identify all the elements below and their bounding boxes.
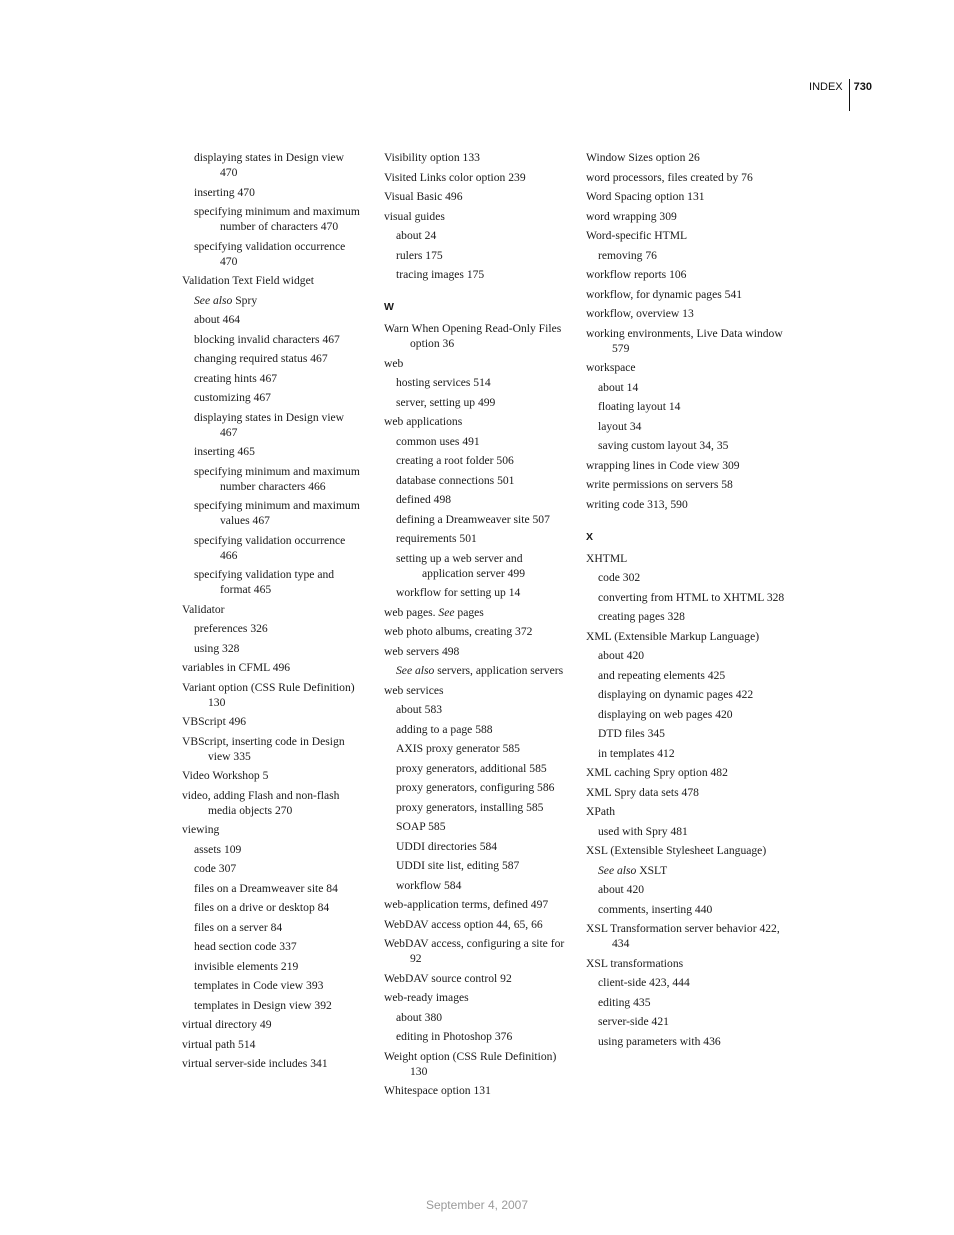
index-subentry: [586, 882, 786, 897]
entry-text: Whitespace option 131: [384, 1084, 491, 1097]
index-subentry: [586, 1034, 786, 1049]
index-entry: [182, 714, 364, 729]
index-subentry: [586, 399, 786, 414]
entry-text: virtual path 514: [182, 1037, 256, 1051]
index-subentry: [182, 920, 364, 935]
index-subentry: [182, 410, 364, 440]
entry-text: customizing 467: [194, 391, 271, 404]
index-entry: [586, 921, 786, 951]
index-entry: [384, 644, 576, 659]
index-subentry: [182, 959, 364, 974]
index-entry: [586, 843, 786, 858]
entry-text: SOAP 585: [396, 820, 446, 833]
index-entry: [586, 150, 786, 165]
index-subentry: [586, 863, 786, 878]
index-entry: [384, 414, 576, 429]
entry-text: specifying minimum and maximum number of characters 470: [194, 205, 360, 233]
index-entry: [384, 605, 576, 620]
index-entry: [182, 822, 364, 837]
index-subentry: [384, 585, 576, 600]
index-letter-heading: X: [586, 530, 594, 543]
index-subentry: [586, 824, 786, 839]
index-entry: [586, 326, 786, 356]
index-entry: [182, 602, 364, 617]
index-subentry: [182, 332, 364, 347]
index-entry: [182, 1037, 364, 1052]
entry-text: WebDAV access option 44, 65, 66: [384, 917, 543, 931]
entry-text: web-ready images: [384, 991, 469, 1004]
index-entry: [182, 1056, 364, 1071]
index-subentry: [586, 590, 786, 605]
index-subentry: [182, 390, 364, 405]
entry-text: tracing images 175: [396, 268, 485, 281]
entry-text: server, setting up 499: [396, 395, 496, 409]
index-subentry: [384, 780, 576, 795]
entry-text: wrapping lines in Code view 309: [586, 458, 740, 472]
index-entry: [384, 683, 576, 698]
entry-text: web photo albums, creating 372: [384, 625, 533, 638]
entry-text: code 302: [598, 571, 641, 584]
index-subentry: [384, 1010, 576, 1025]
index-subentry: [384, 395, 576, 410]
index-subentry: [586, 609, 786, 624]
index-entry: [182, 768, 364, 783]
entry-text: blocking invalid characters 467: [194, 332, 340, 346]
index-subentry: [182, 351, 364, 366]
index-entry: [586, 765, 786, 780]
index-entry: [586, 287, 786, 302]
index-subentry: [586, 419, 786, 434]
entry-text: specifying validation occurrence 466: [194, 533, 346, 562]
entry-text: used with Spry 481: [598, 824, 688, 838]
index-entry: [586, 267, 786, 282]
index-subentry: [586, 902, 786, 917]
index-letter-heading: W: [384, 301, 394, 313]
entry-text: about 380: [396, 1010, 443, 1024]
entry-text: about 420: [598, 649, 645, 662]
entry-text: web-application terms, defined 497: [384, 898, 549, 911]
entry-text: servers, application servers: [434, 664, 564, 677]
entry-text: creating a root folder 506: [396, 454, 514, 467]
entry-text: displaying on web pages 420: [598, 707, 733, 721]
index-subentry: [182, 185, 364, 200]
index-entry: [586, 458, 786, 473]
entry-text: Validator: [182, 602, 225, 616]
entry-text: about 14: [598, 380, 639, 394]
index-subentry: [182, 978, 364, 993]
index-subentry: [586, 687, 786, 702]
index-subentry: [586, 570, 786, 585]
entry-text: proxy generators, configuring 586: [396, 781, 555, 794]
entry-text: specifying validation occurrence 470: [194, 239, 346, 268]
index-entry: [586, 228, 786, 243]
entry-text: about 24: [396, 229, 437, 242]
entry-text: visual guides: [384, 209, 445, 223]
entry-text: WebDAV access, configuring a site for 92: [384, 937, 565, 965]
entry-text: common uses 491: [396, 434, 480, 448]
entry-text: UDDI site list, editing 587: [396, 859, 520, 872]
see-also-label: See also: [396, 664, 435, 677]
index-entry: [586, 306, 786, 321]
entry-text: files on a drive or desktop 84: [194, 901, 330, 914]
entry-text: XSLT: [636, 863, 668, 877]
entry-text: setting up a web server and application server 499: [396, 551, 526, 580]
index-entry: [586, 785, 786, 800]
index-subentry: [586, 1014, 786, 1029]
entry-text: client-side 423, 444: [598, 976, 690, 989]
index-subentry: [182, 998, 364, 1013]
entry-text: XML (Extensible Markup Language): [586, 629, 760, 643]
entry-text: templates in Code view 393: [194, 979, 324, 992]
index-subentry: [384, 800, 576, 815]
index-entry: [384, 917, 576, 932]
index-subentry: [586, 248, 786, 263]
entry-text: web applications: [384, 415, 463, 428]
entry-text: rulers 175: [396, 248, 443, 262]
index-entry: [586, 360, 786, 375]
entry-text: server-side 421: [598, 1015, 669, 1028]
index-subentry: [384, 267, 576, 282]
entry-text: specifying minimum and maximum values 467: [194, 499, 360, 527]
entry-text: working environments, Live Data window 579: [586, 326, 783, 355]
see-also-label: See also: [194, 293, 233, 307]
index-subentry: [182, 621, 364, 636]
entry-text: web pages.: [384, 605, 439, 619]
index-subentry: [182, 533, 364, 563]
entry-text: VBScript 496: [182, 715, 247, 728]
index-subentry: [586, 380, 786, 395]
entry-text: about 420: [598, 883, 645, 896]
index-subentry: [182, 842, 364, 857]
entry-text: Visual Basic 496: [384, 190, 463, 203]
index-subentry: [384, 702, 576, 717]
entry-text: proxy generators, installing 585: [396, 800, 544, 814]
index-subentry: [384, 473, 576, 488]
entry-text: requirements 501: [396, 532, 477, 545]
entry-text: proxy generators, additional 585: [396, 761, 547, 775]
entry-text: editing in Photoshop 376: [396, 1030, 513, 1043]
entry-text: saving custom layout 34, 35: [598, 439, 729, 452]
index-subentry: [182, 204, 364, 234]
index-subentry: [384, 858, 576, 873]
index-subentry: [384, 434, 576, 449]
entry-text: and repeating elements 425: [598, 668, 726, 682]
index-subentry: [384, 819, 576, 834]
entry-text: Word-specific HTML: [586, 229, 688, 242]
entry-text: XSL transformations: [586, 956, 684, 970]
entry-text: invisible elements 219: [194, 959, 299, 973]
entry-text: workspace: [586, 361, 636, 374]
see-also-label: See also: [598, 863, 637, 877]
entry-text: workflow for setting up 14: [396, 586, 521, 599]
index-subentry: [586, 746, 786, 761]
index-entry: [384, 209, 576, 224]
index-subentry: [182, 464, 364, 494]
index-subentry: [586, 707, 786, 722]
entry-text: creating pages 328: [598, 610, 685, 623]
index-subentry: [384, 248, 576, 263]
entry-text: web: [384, 356, 404, 370]
entry-text: web services: [384, 683, 444, 697]
index-entry: [384, 897, 576, 912]
entry-text: writing code 313, 590: [586, 497, 688, 511]
entry-text: files on a server 84: [194, 920, 283, 934]
index-subentry: [182, 371, 364, 386]
entry-text: defined 498: [396, 493, 452, 506]
index-entry: [182, 1017, 364, 1032]
entry-text: using 328: [194, 641, 240, 655]
index-subentry: [384, 741, 576, 756]
entry-text: word processors, files created by 76: [586, 170, 753, 184]
index-subentry: [586, 726, 786, 741]
entry-text: assets 109: [194, 842, 242, 856]
entry-text: XPath: [586, 805, 615, 818]
index-subentry: [182, 239, 364, 269]
entry-text: Video Workshop 5: [182, 769, 269, 782]
page-number: 730: [853, 81, 872, 93]
entry-text: XML Spry data sets 478: [586, 785, 699, 799]
index-subentry: [586, 438, 786, 453]
entry-text: displaying states in Design view 467: [194, 410, 345, 439]
index-subentry: [384, 1029, 576, 1044]
running-header-label: INDEX: [809, 81, 843, 93]
index-subentry: [384, 531, 576, 546]
index-entry: [384, 170, 576, 185]
index-entry: [182, 788, 364, 818]
index-entry: [586, 629, 786, 644]
entry-text: workflow reports 106: [586, 268, 687, 281]
entry-text: about 464: [194, 313, 241, 326]
index-entry: [182, 680, 364, 710]
index-subentry: [384, 228, 576, 243]
entry-text: variables in CFML 496: [182, 661, 291, 674]
entry-text: workflow 584: [396, 878, 462, 892]
index-subentry: [182, 641, 364, 656]
entry-text-after: pages: [454, 605, 484, 619]
index-entry: [586, 209, 786, 224]
entry-text: preferences 326: [194, 622, 268, 635]
index-column-2: [384, 150, 576, 1103]
index-subentry: [384, 492, 576, 507]
entry-text: Validation Text Field widget: [182, 274, 314, 287]
entry-text: WebDAV source control 92: [384, 971, 512, 985]
entry-text: adding to a page 588: [396, 722, 493, 736]
index-subentry: [384, 551, 576, 581]
index-subentry: [182, 567, 364, 597]
index-subentry: [384, 663, 576, 678]
index-entry: [586, 189, 786, 204]
index-subentry: [384, 375, 576, 390]
entry-text: Window Sizes option 26: [586, 151, 700, 164]
entry-text: Warn When Opening Read-Only Files option 36: [384, 322, 562, 350]
entry-text: Visibility option 133: [384, 151, 480, 164]
entry-text: creating hints 467: [194, 371, 278, 385]
entry-text: web servers 498: [384, 644, 460, 658]
index-entry: [384, 356, 576, 371]
index-subentry: [586, 648, 786, 663]
index-subentry: [182, 312, 364, 327]
entry-text: XSL Transformation server behavior 422, 434: [586, 922, 780, 950]
index-entry: [384, 1049, 576, 1079]
entry-text: UDDI directories 584: [396, 839, 498, 853]
index-subentry: [182, 498, 364, 528]
entry-text: VBScript, inserting code in Design view 335: [182, 734, 345, 763]
entry-text: workflow, for dynamic pages 541: [586, 287, 743, 301]
entry-text: displaying on dynamic pages 422: [598, 688, 754, 701]
entry-text: in templates 412: [598, 746, 675, 760]
index-subentry: [384, 722, 576, 737]
index-entry: [586, 170, 786, 185]
index-column-1: [182, 150, 364, 1076]
entry-text: comments, inserting 440: [598, 902, 713, 916]
entry-text: database connections 501: [396, 473, 515, 487]
index-subentry: [384, 761, 576, 776]
entry-text: XML caching Spry option 482: [586, 766, 728, 779]
entry-text: Variant option (CSS Rule Definition) 130: [182, 680, 355, 709]
entry-text: Visited Links color option 239: [384, 170, 526, 184]
entry-text: Spry: [232, 293, 258, 307]
index-entry: [384, 624, 576, 639]
entry-text: AXIS proxy generator 585: [396, 742, 520, 755]
entry-text: video, adding Flash and non-flash media objects 270: [182, 788, 340, 817]
index-subentry: [384, 453, 576, 468]
entry-text: defining a Dreamweaver site 507: [396, 512, 550, 526]
entry-text: specifying validation type and format 465: [194, 568, 335, 596]
entry-text: converting from HTML to XHTML 328: [598, 590, 785, 604]
index-entry: [384, 990, 576, 1005]
entry-text: word wrapping 309: [586, 209, 677, 223]
entry-text: templates in Design view 392: [194, 998, 332, 1012]
entry-text: inserting 465: [194, 445, 255, 458]
index-subentry: [182, 150, 364, 180]
entry-text: inserting 470: [194, 185, 255, 199]
entry-text: head section code 337: [194, 940, 297, 953]
index-subentry: [586, 975, 786, 990]
index-entry: [182, 273, 364, 288]
index-entry: [384, 936, 576, 966]
index-entry: [384, 150, 576, 165]
entry-text: hosting services 514: [396, 376, 491, 389]
entry-text: editing 435: [598, 995, 651, 1009]
index-column-3: [586, 150, 786, 1053]
index-subentry: [182, 881, 364, 896]
entry-text: using parameters with 436: [598, 1034, 721, 1048]
index-entry: [182, 660, 364, 675]
entry-text: changing required status 467: [194, 352, 328, 365]
index-subentry: [384, 512, 576, 527]
entry-text: XHTML: [586, 551, 628, 565]
index-subentry: [182, 293, 364, 308]
index-entry: [586, 956, 786, 971]
index-entry: [384, 971, 576, 986]
index-subentry: [384, 839, 576, 854]
index-entry: [384, 189, 576, 204]
entry-text: code 307: [194, 862, 237, 875]
index-entry: [586, 477, 786, 492]
entry-text: virtual directory 49: [182, 1018, 272, 1031]
index-entry: [182, 734, 364, 764]
index-subentry: [182, 444, 364, 459]
entry-text: about 583: [396, 703, 443, 716]
index-subentry: [182, 900, 364, 915]
entry-text: Weight option (CSS Rule Definition) 130: [384, 1049, 557, 1078]
entry-text: removing 76: [598, 248, 657, 262]
page-header: [809, 79, 872, 111]
entry-text: workflow, overview 13: [586, 307, 694, 320]
entry-text: specifying minimum and maximum number characters 466: [194, 464, 360, 493]
index-entry: [586, 551, 786, 566]
entry-text: floating layout 14: [598, 400, 681, 413]
index-entry: [586, 497, 786, 512]
index-subentry: [586, 668, 786, 683]
entry-text: files on a Dreamweaver site 84: [194, 881, 338, 895]
entry-text: XSL (Extensible Stylesheet Language): [586, 844, 767, 857]
index-entry: [384, 321, 576, 351]
index-entry: [384, 1083, 576, 1098]
entry-text: virtual server-side includes 341: [182, 1057, 328, 1070]
entry-text: Word Spacing option 131: [586, 190, 705, 203]
entry-text: write permissions on servers 58: [586, 478, 733, 491]
entry-text: viewing: [182, 823, 220, 836]
page-footer-date: September 4, 2007: [425, 1198, 529, 1212]
index-subentry: [586, 995, 786, 1010]
entry-text: layout 34: [598, 419, 642, 433]
index-subentry: [182, 861, 364, 876]
index-subentry: [384, 878, 576, 893]
entry-text: displaying states in Design view 470: [194, 151, 345, 179]
entry-text: DTD files 345: [598, 727, 665, 740]
index-subentry: [182, 939, 364, 954]
index-entry: [586, 804, 786, 819]
see-label: See: [438, 605, 455, 619]
